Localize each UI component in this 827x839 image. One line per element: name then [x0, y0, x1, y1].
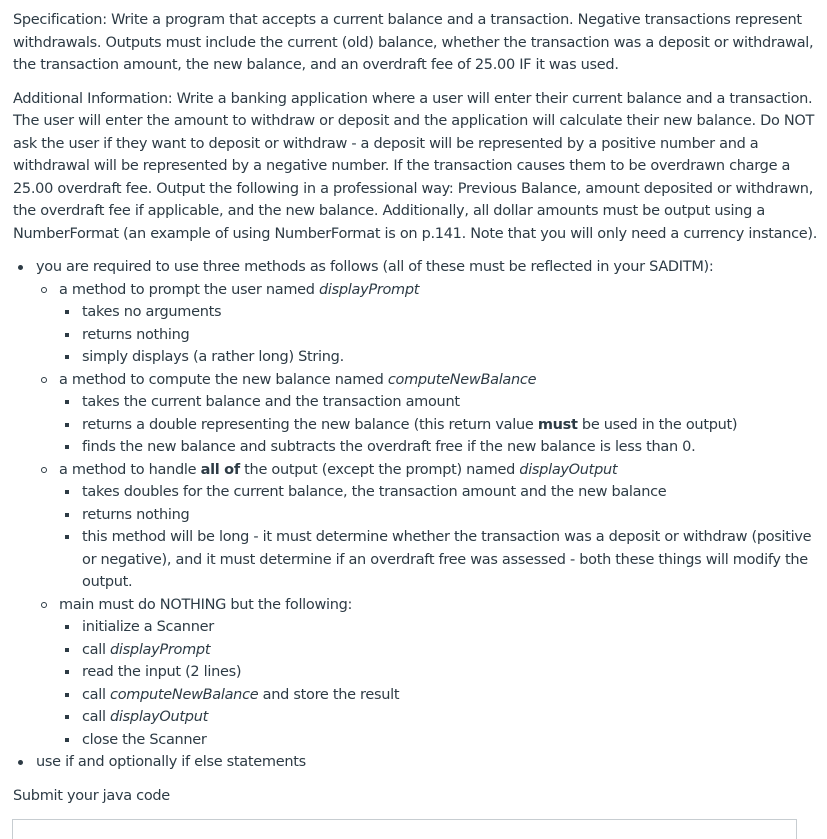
list-item: takes no arguments: [59, 301, 819, 324]
additional-info-paragraph: Additional Information: Write a banking application where a user will enter their current balance and a transaction. The user will enter the amount to withdraw or deposit and the application will calculate their new balance. Do NOT ask the user if they want to deposit or withdraw - a deposit will be represented by a positive number and a withdrawal will be represented by a negative number. If the transaction causes them to be overdrawn charge a 25.00 overdraft fee. Output the following in a professional way: Previous Balance, amount deposited or withdrawn, the overdraft fee if applicable, and the new balance. Additionally, all dollar amounts must be output using a NumberFormat (an example of using NumberFormat is on p.141. Note that you will only need a currency instance).: [13, 90, 818, 242]
assignment-content: [13, 9, 819, 807]
list-item: returns nothing: [59, 324, 819, 347]
main-label: main must do NOTHING but the following:: [59, 596, 353, 613]
emphasis: all of: [200, 461, 240, 478]
text-span: the output (except the prompt) named: [239, 461, 520, 478]
list-item: finds the new balance and subtracts the overdraft free if the new balance is less than 0.: [59, 436, 819, 459]
requirements-list: [13, 256, 819, 774]
list-item: returns nothing: [59, 504, 819, 527]
list-item: [13, 256, 819, 751]
method-description: a method to prompt the user named: [59, 281, 319, 298]
methods-list: [36, 279, 819, 752]
list-item: [59, 706, 819, 729]
main-details: [59, 616, 819, 751]
list-item: use if and optionally if else statements: [13, 751, 819, 774]
list-item: close the Scanner: [59, 729, 819, 752]
emphasis: must: [537, 416, 578, 433]
submit-instruction: Submit your java code: [13, 787, 170, 804]
text-span: call: [82, 709, 111, 725]
list-item: [36, 279, 819, 369]
text-span: returns a double representing the new balance (this return value: [82, 416, 538, 433]
list-item: [36, 594, 819, 752]
method-name: displayPrompt: [318, 281, 420, 298]
method-name: computeNewBalance: [110, 686, 259, 703]
list-item: [59, 414, 819, 437]
list-item: takes the current balance and the transaction amount: [59, 391, 819, 414]
list-item: initialize a Scanner: [59, 616, 819, 639]
text-span: call: [82, 686, 111, 703]
list-item: simply displays (a rather long) String.: [59, 346, 819, 369]
list-item: [36, 459, 819, 594]
display-prompt-details: [59, 301, 819, 369]
method-name: computeNewBalance: [387, 371, 537, 388]
list-item: this method will be long - it must determine whether the transaction was a deposit or withdraw (positive or negative), and it must determine if an overdraft free was assessed - both these things will modify the output.: [59, 526, 819, 594]
text-span: be used in the output): [577, 416, 738, 433]
methods-intro: you are required to use three methods as follows (all of these must be reflected in your SADITM):: [36, 259, 714, 275]
text-span: and store the result: [258, 686, 400, 703]
specification-paragraph: Specification: Write a program that accepts a current balance and a transaction. Negative transactions represent withdrawals. Outputs must include the current (old) balance, whether the transaction was a deposit or withdrawal, the transaction amount, the new balance, and an overdraft fee of 25.00 IF it was used.: [13, 12, 814, 73]
output-details: [59, 481, 819, 594]
method-description: a method to compute the new balance named: [59, 371, 388, 388]
list-item: [59, 684, 819, 707]
compute-details: [59, 391, 819, 459]
text-span: call: [82, 641, 111, 658]
answer-text-area[interactable]: [12, 819, 797, 839]
list-item: [59, 639, 819, 662]
method-description: a method to handle: [59, 461, 201, 478]
list-item: takes doubles for the current balance, the transaction amount and the new balance: [59, 481, 819, 504]
method-name: displayOutput: [110, 709, 208, 725]
method-name: displayPrompt: [110, 641, 211, 658]
method-name: displayOutput: [519, 461, 618, 478]
list-item: read the input (2 lines): [59, 661, 819, 684]
list-item: [36, 369, 819, 459]
